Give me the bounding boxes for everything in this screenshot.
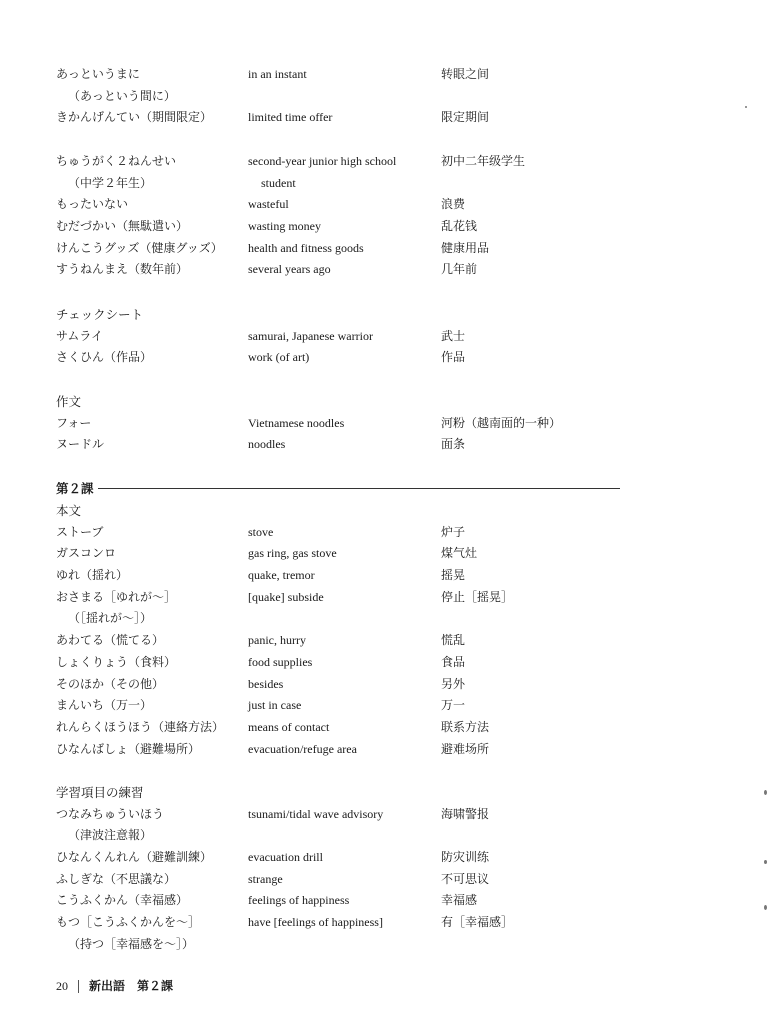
japanese-term: こうふくかん（幸福感） [56, 893, 189, 908]
section-heading: チェックシート [56, 307, 144, 322]
english-meaning: evacuation drill [248, 850, 323, 865]
japanese-term: サムライ [56, 328, 104, 343]
chinese-meaning: 浪费 [441, 197, 466, 212]
english-meaning: tsunami/tidal wave advisory [248, 806, 384, 821]
honbun-rows [56, 522, 676, 761]
english-meaning: limited time offer [248, 110, 333, 125]
vocab-row [56, 86, 676, 108]
chinese-meaning: 海啸警报 [441, 806, 490, 821]
practice-rows [56, 804, 676, 956]
chinese-meaning: 炉子 [441, 524, 466, 539]
lesson-divider [98, 488, 620, 489]
practice-section [56, 782, 676, 956]
vocab-group-1 [56, 64, 676, 129]
chinese-meaning: 幸福感 [441, 893, 478, 908]
chinese-meaning: 有［幸福感］ [441, 915, 514, 930]
chinese-meaning: 河粉（越南面的一种） [441, 415, 562, 430]
english-meaning: wasting money [248, 219, 321, 234]
chinese-meaning: 摇晃 [441, 568, 466, 583]
vocab-row [56, 107, 676, 129]
vocab-row [56, 173, 676, 195]
vocab-row [56, 934, 676, 956]
english-meaning: evacuation/refuge area [248, 741, 357, 756]
chinese-meaning: 几年前 [441, 262, 478, 277]
scan-speck [764, 905, 767, 910]
chinese-meaning: 不可思议 [441, 871, 490, 886]
section-heading: 作文 [56, 394, 82, 409]
sakubun-rows [56, 413, 676, 456]
japanese-term: （津波注意報） [68, 828, 153, 843]
japanese-term: けんこうグッズ（健康グッズ） [56, 240, 223, 255]
chinese-meaning: 慌乱 [441, 633, 466, 648]
footer-title: 新出語 第２課 [89, 979, 174, 993]
english-meaning: [quake] subside [248, 589, 324, 604]
page-number: 20 [56, 979, 68, 993]
japanese-term: そのほか（その他） [56, 676, 165, 691]
lesson-title: 第２課 [56, 481, 94, 496]
chinese-meaning: 健康用品 [441, 240, 490, 255]
english-meaning: noodles [248, 437, 286, 452]
vocab-row [56, 717, 676, 739]
japanese-term: あっというまに [56, 67, 140, 81]
honbun-section [56, 500, 676, 760]
vocab-row [56, 522, 676, 544]
vocab-row [56, 869, 676, 891]
chinese-meaning: 乱花钱 [441, 219, 478, 234]
english-meaning: feelings of happiness [248, 893, 350, 908]
checksheet-rows [56, 326, 676, 369]
japanese-term: もったいない [56, 197, 129, 212]
vocab-row [56, 216, 676, 238]
vocab-row [56, 652, 676, 674]
english-meaning: besides [248, 676, 284, 691]
japanese-term: ガスコンロ [56, 546, 117, 561]
japanese-term: つなみちゅういほう [56, 806, 165, 821]
chinese-meaning: 另外 [441, 676, 466, 691]
japanese-term: ひなんくんれん（避難訓練） [56, 850, 213, 865]
vocab-row [56, 890, 676, 912]
vocab-row [56, 434, 676, 456]
english-meaning: samurai, Japanese warrior [248, 328, 373, 343]
vocab-row [56, 565, 676, 587]
chinese-meaning: 面条 [441, 437, 466, 452]
page-footer [56, 976, 173, 996]
japanese-term: （あっという間に） [68, 88, 176, 103]
japanese-term: （［揺れが〜］） [68, 611, 153, 626]
japanese-term: ヌードル [56, 437, 105, 452]
chinese-meaning: 武士 [441, 328, 466, 343]
scan-speck [764, 790, 767, 795]
japanese-term: あわてる（慌てる） [56, 633, 165, 648]
vocab-row [56, 238, 676, 260]
vocab-row [56, 326, 676, 348]
vocab-row [56, 259, 676, 281]
vocab-row [56, 630, 676, 652]
english-meaning: quake, tremor [248, 568, 315, 583]
english-meaning: in an instant [248, 67, 307, 81]
vocab-row [56, 587, 676, 609]
english-meaning: gas ring, gas stove [248, 546, 337, 561]
chinese-meaning: 煤气灶 [441, 546, 478, 561]
vocab-row [56, 608, 676, 630]
english-meaning: several years ago [248, 262, 331, 277]
vocab-row [56, 64, 676, 86]
english-meaning: health and fitness goods [248, 240, 364, 255]
japanese-term: きかんげんてい（期間限定） [56, 110, 213, 125]
vocab-row [56, 347, 676, 369]
japanese-term: ふしぎな（不思議な） [56, 871, 177, 886]
vocab-row [56, 739, 676, 761]
scan-speck [764, 860, 767, 864]
sakubun-section [56, 391, 676, 456]
footer-divider [78, 980, 79, 993]
english-meaning: stove [248, 524, 274, 539]
japanese-term: れんらくほうほう（連絡方法） [56, 719, 225, 734]
vocab-row [56, 674, 676, 696]
chinese-meaning: 防灾训练 [441, 850, 490, 865]
chinese-meaning: 作品 [441, 350, 466, 365]
japanese-term: ひなんばしょ（避難場所） [56, 741, 201, 756]
chinese-meaning: 停止［摇晃］ [441, 589, 514, 604]
japanese-term: おさまる［ゆれが〜］ [56, 589, 177, 604]
chinese-meaning: 转眼之间 [441, 67, 490, 81]
vocab-group-2 [56, 151, 676, 281]
japanese-term: しょくりょう（食料） [56, 654, 177, 669]
english-meaning: student [261, 175, 296, 190]
vocab-row [56, 413, 676, 435]
japanese-term: ゆれ（揺れ） [56, 568, 129, 583]
chinese-meaning: 避难场所 [441, 741, 490, 756]
japanese-term: むだづかい（無駄遣い） [56, 219, 189, 234]
section-heading: 学習項目の練習 [56, 785, 144, 800]
english-meaning: work (of art) [248, 350, 310, 365]
english-meaning: food supplies [248, 654, 313, 669]
japanese-term: （持つ［幸福感を〜］） [68, 936, 195, 951]
vocab-row [56, 825, 676, 847]
chinese-meaning: 食品 [441, 654, 466, 669]
chinese-meaning: 联系方法 [441, 719, 490, 734]
checksheet-section [56, 304, 676, 369]
english-meaning: strange [248, 871, 283, 886]
vocab-row [56, 194, 676, 216]
vocab-row [56, 847, 676, 869]
section-heading: 本文 [56, 503, 82, 518]
chinese-meaning: 万一 [441, 698, 466, 713]
japanese-term: もつ［こうふくかんを〜］ [56, 915, 201, 930]
english-meaning: Vietnamese noodles [248, 415, 345, 430]
scan-speck [745, 106, 747, 108]
english-meaning: second-year junior high school [248, 154, 397, 168]
english-meaning: panic, hurry [248, 633, 306, 648]
vocab-row [56, 695, 676, 717]
chinese-meaning: 限定期间 [441, 110, 490, 125]
japanese-term: （中学２年生） [68, 175, 153, 190]
english-meaning: just in case [248, 698, 302, 713]
japanese-term: すうねんまえ（数年前） [56, 262, 189, 277]
vocab-row [56, 543, 676, 565]
english-meaning: have [feelings of happiness] [248, 915, 383, 930]
vocab-row [56, 804, 676, 826]
japanese-term: さくひん（作品） [56, 350, 153, 365]
vocab-row [56, 912, 676, 934]
vocab-row [56, 151, 676, 173]
japanese-term: フォー [56, 415, 92, 430]
english-meaning: means of contact [248, 719, 330, 734]
japanese-term: ちゅうがく２ねんせい [56, 154, 177, 168]
chinese-meaning: 初中二年级学生 [441, 154, 526, 168]
japanese-term: まんいち（万一） [56, 698, 153, 713]
japanese-term: ストーブ [56, 524, 104, 539]
english-meaning: wasteful [248, 197, 289, 212]
